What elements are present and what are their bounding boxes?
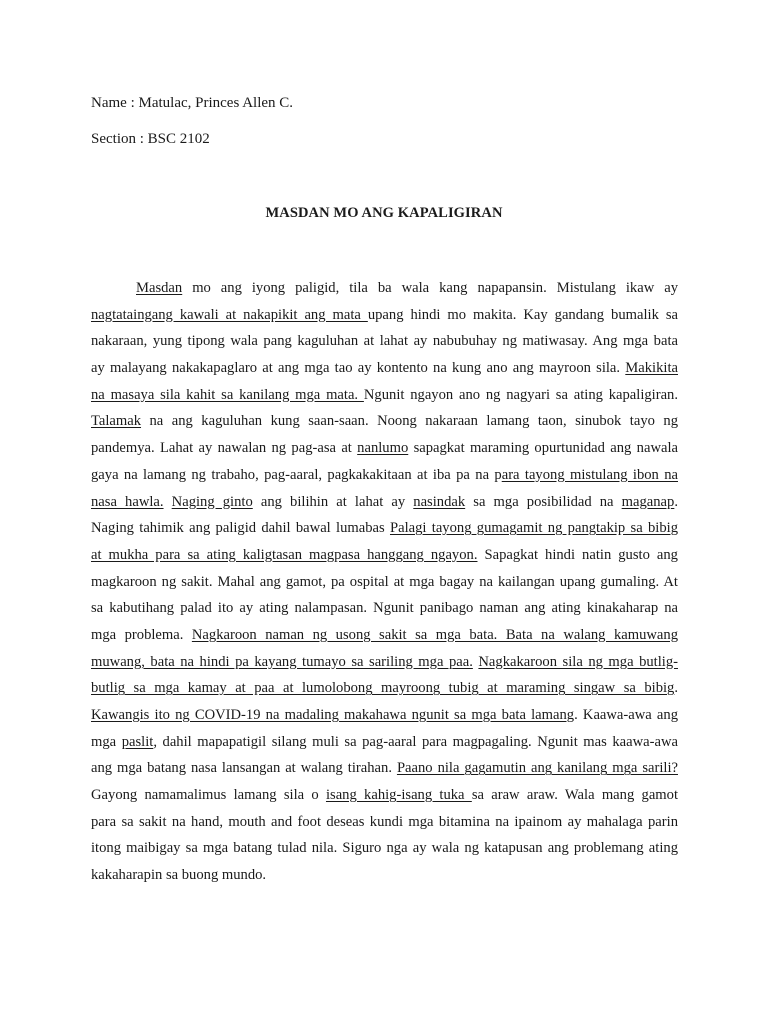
text-segment: ang bilihin at lahat ay xyxy=(252,493,414,510)
essay-line xyxy=(91,492,678,519)
text-segment: Naging tahimik ang paligid dahil bawal lumabas xyxy=(91,520,390,537)
underlined-phrase: Nagkaroon naman ng usong sakit sa mga bata. Bata na walang kamuwang xyxy=(191,626,678,643)
text-segment: sa kabutihang palad ito ay ating nalampasan. Ngunit panibago naman ang ating kinakaharap na xyxy=(91,600,678,617)
essay-line xyxy=(91,438,678,465)
text-segment: gaya na lamang ng trabaho, pag-aaral, pagkakakitaan at iba pa na p xyxy=(91,466,502,483)
text-segment: Ngunit ngayon ano ng nagyari sa ating kapaligiran. xyxy=(363,386,679,403)
underlined-phrase: at mukha para sa ating kaligtasan magpasa hanggang ngayon. xyxy=(91,546,478,563)
essay-line xyxy=(91,331,678,358)
underlined-phrase: isang kahig-isang tuka xyxy=(325,787,472,804)
underlined-phrase: Talamak xyxy=(91,413,142,430)
underlined-phrase: Paano nila gagamutin ang kanilang mga sarili? xyxy=(396,760,678,777)
text-segment: mga problema. xyxy=(91,626,192,643)
essay-line xyxy=(91,705,678,732)
essay-line xyxy=(91,465,678,492)
text-segment: . xyxy=(674,493,678,510)
student-section: Section : BSC 2102 xyxy=(91,131,210,147)
underlined-phrase: nagtataingang kawali at nakapikit ang mata xyxy=(91,306,368,323)
text-segment: para sa sakit na hand, mouth and foot deseas kundi mga bitamina na ipainom ay mahalaga parin xyxy=(91,813,678,830)
underlined-phrase: Masdan xyxy=(136,280,183,296)
essay-line xyxy=(91,598,678,625)
text-segment: , dahil mapapatigil silang muli sa pag-aaral para magpagaling. Ngunit mas kaawa-awa xyxy=(153,733,678,750)
text-segment: . xyxy=(674,680,678,697)
essay-line xyxy=(91,518,678,545)
underlined-phrase: Naging ginto xyxy=(171,493,253,510)
essay-line xyxy=(91,625,678,652)
underlined-phrase: Palagi tayong gumagamit ng pangtakip sa bibig xyxy=(389,520,678,537)
text-segment: magkaroon ng sakit. Mahal ang gamot, pa ospital at mga bagay na kailangan upang gumaling. At xyxy=(91,573,678,590)
text-segment: upang hindi mo makita. Kay gandang bumalik sa xyxy=(367,306,679,323)
essay-line xyxy=(91,812,678,839)
essay-line xyxy=(91,385,678,412)
underlined-phrase: nanlumo xyxy=(357,440,409,457)
text-segment: mo ang iyong paligid, tila ba wala kang napapansin. Mistulang ikaw ay xyxy=(182,280,678,296)
text-segment: pandemya. Lahat ay nawalan ng pag-asa at xyxy=(91,440,358,457)
underlined-phrase: muwang, bata na hindi pa kayang tumayo sa sariling mga paa. xyxy=(91,653,473,670)
text-segment: mga xyxy=(91,733,122,750)
essay-line xyxy=(91,305,678,332)
text-segment: na ang kaguluhan kung saan-saan. Noong nakaraan lamang taon, sinubok tayo ng xyxy=(141,413,678,430)
text-segment xyxy=(164,494,172,510)
text-segment: ay malayang nakakapaglaro at ang mga tao ay kontento na kung ano ang mayroon sila. xyxy=(91,360,626,377)
underlined-phrase: ara tayong mistulang ibon na xyxy=(501,466,678,483)
essay-line xyxy=(91,411,678,438)
text-segment: nakaraan, yung tipong wala pang kaguluhan at lahat ay nabubuhay ng matiwasay. Ang mga bata xyxy=(91,333,678,350)
underlined-phrase: butlig sa mga kamay at paa at lumolobong mayroong tubig at maraming singaw sa bibig xyxy=(91,680,675,697)
essay-line xyxy=(91,358,678,385)
essay-line xyxy=(91,865,678,892)
text-segment: sapagkat maraming opurtunidad ang nawala xyxy=(408,440,678,457)
text-segment: sa araw araw. Wala mang gamot xyxy=(471,787,678,804)
essay-line xyxy=(91,758,678,785)
essay-line xyxy=(91,652,678,679)
student-name: Name : Matulac, Princes Allen C. xyxy=(91,95,294,111)
underlined-phrase: paslit xyxy=(121,733,154,750)
text-segment: Gayong namamalimus lamang sila o xyxy=(91,787,326,804)
underlined-phrase: na masaya sila kahit sa kanilang mga mata. xyxy=(91,386,364,403)
underlined-phrase: nasindak xyxy=(413,493,466,510)
essay-line xyxy=(91,732,678,759)
essay-body xyxy=(91,278,678,892)
text-segment: sa mga posibilidad na xyxy=(465,493,622,510)
underlined-phrase: Makikita xyxy=(625,360,678,377)
underlined-phrase: nasa hawla. xyxy=(91,493,164,510)
text-segment: itong maibigay sa mga batang tulad nila. Siguro nga ay wala ng katapusan ang problemang ating xyxy=(91,840,678,857)
essay-line xyxy=(91,545,678,572)
essay-line xyxy=(91,278,678,305)
text-segment: kakaharapin sa buong mundo. xyxy=(91,867,267,884)
essay-line xyxy=(91,678,678,705)
essay-line xyxy=(91,785,678,812)
underlined-phrase: maganap xyxy=(621,493,675,510)
text-segment: Sapagkat hindi natin gusto ang xyxy=(477,546,678,563)
essay-line xyxy=(91,572,678,599)
underlined-phrase: Nagkakaroon sila ng mga butlig- xyxy=(478,653,678,670)
text-segment: ang mga batang nasa lansangan at walang tirahan. xyxy=(91,760,397,777)
underlined-phrase: Kawangis ito ng COVID-19 na madaling makahawa ngunit sa mga bata lamang xyxy=(91,707,575,723)
essay-title: MASDAN MO ANG KAPALIGIRAN xyxy=(265,205,503,221)
essay-line xyxy=(91,838,678,865)
text-segment: . Kaawa-awa ang xyxy=(574,707,678,723)
